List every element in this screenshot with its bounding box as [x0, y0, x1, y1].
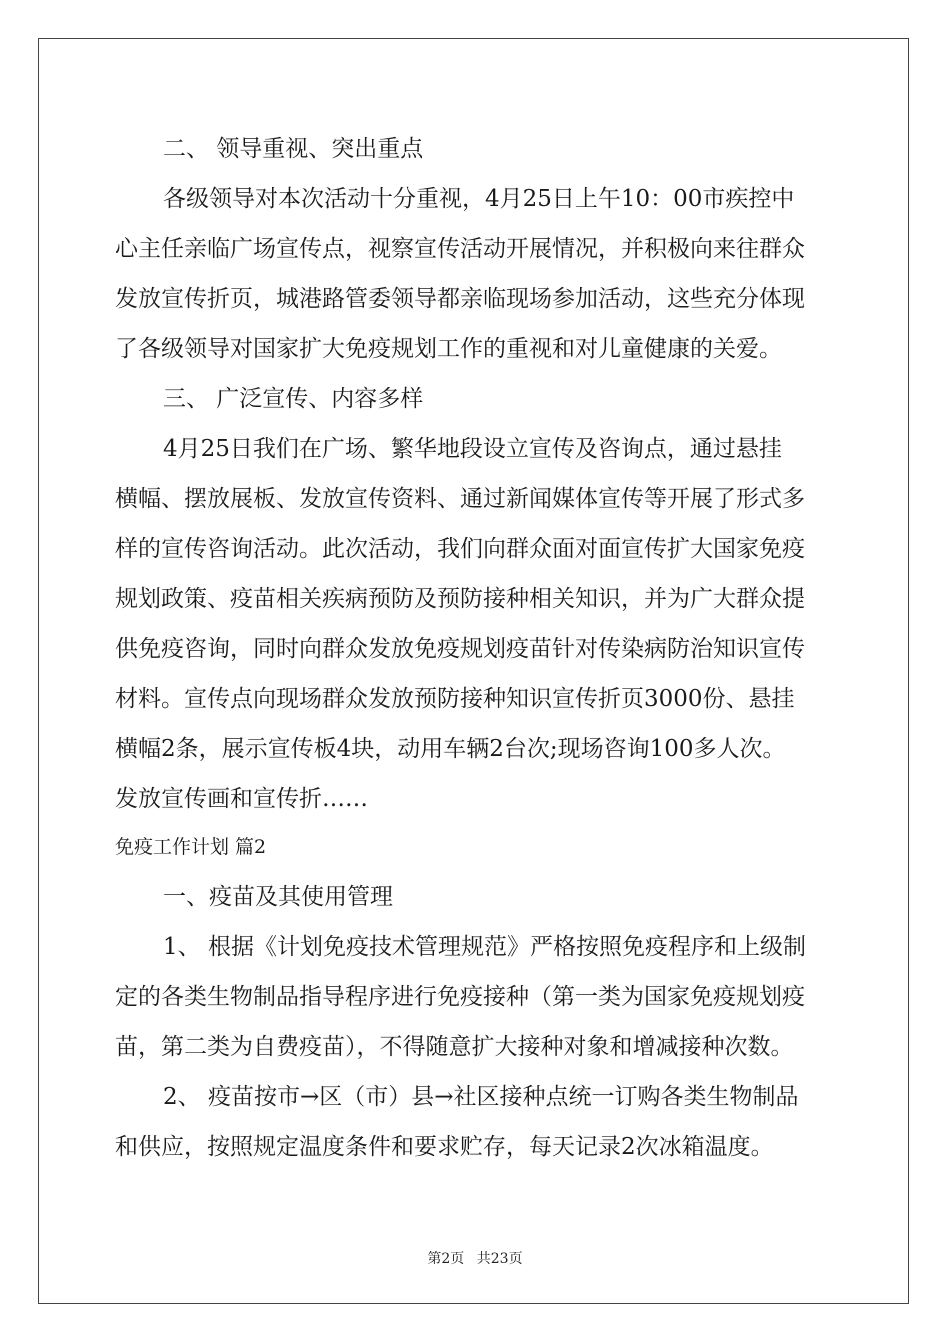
paragraph-line: 材料。宣传点向现场群众发放预防接种知识宣传折页3000份、悬挂 [115, 686, 795, 712]
paragraph-line: 2、 疫苗按市→区（市）县→社区接种点统一订购各类生物制品 [163, 1084, 799, 1110]
paragraph-line: 规划政策、疫苗相关疾病预防及预防接种相关知识，并为广大群众提 [115, 586, 805, 612]
heading-vaccine-management: 一、疫苗及其使用管理 [163, 884, 393, 910]
paragraph-line: 横幅、摆放展板、发放宣传资料、通过新闻媒体宣传等开展了形式多 [115, 486, 805, 512]
page-border [38, 38, 909, 1304]
plan-title: 免疫工作计划 篇2 [115, 836, 267, 858]
page-footer [0, 1248, 950, 1268]
paragraph-line: 心主任亲临广场宣传点，视察宣传活动开展情况，并积极向来往群众 [115, 236, 805, 262]
paragraph-line: 苗，第二类为自费疫苗），不得随意扩大接种对象和增减接种次数。 [115, 1034, 794, 1060]
paragraph-line: 1、 根据《计划免疫技术管理规范》严格按照免疫程序和上级制 [163, 934, 806, 960]
paragraph-line: 样的宣传咨询活动。此次活动，我们向群众面对面宣传扩大国家免疫 [115, 536, 805, 562]
paragraph-line: 供免疫咨询，同时向群众发放免疫规划疫苗针对传染病防治知识宣传 [115, 636, 805, 662]
paragraph-line: 了各级领导对国家扩大免疫规划工作的重视和对儿童健康的关爱。 [115, 336, 782, 362]
heading-section-3: 三、 广泛宣传、内容多样 [163, 386, 424, 412]
paragraph-line: 发放宣传折页，城港路管委领导都亲临现场参加活动，这些充分体现 [115, 286, 805, 312]
paragraph-line: 和供应，按照规定温度条件和要求贮存，每天记录2次冰箱温度。 [115, 1134, 774, 1160]
heading-section-2: 二、 领导重视、突出重点 [163, 136, 424, 162]
paragraph-line: 4月25日我们在广场、繁华地段设立宣传及咨询点，通过悬挂 [163, 436, 782, 462]
paragraph-line: 各级领导对本次活动十分重视，4月25日上午10：00市疾控中 [163, 186, 795, 212]
paragraph-line: 发放宣传画和宣传折…… [115, 786, 368, 812]
paragraph-line: 横幅2条，展示宣传板4块，动用车辆2台次;现场咨询100多人次。 [115, 736, 786, 762]
page-total: 共23页 [476, 1251, 523, 1267]
paragraph-line: 定的各类生物制品指导程序进行免疫接种（第一类为国家免疫规划疫 [115, 984, 805, 1010]
page-number: 第2页 [427, 1251, 465, 1267]
